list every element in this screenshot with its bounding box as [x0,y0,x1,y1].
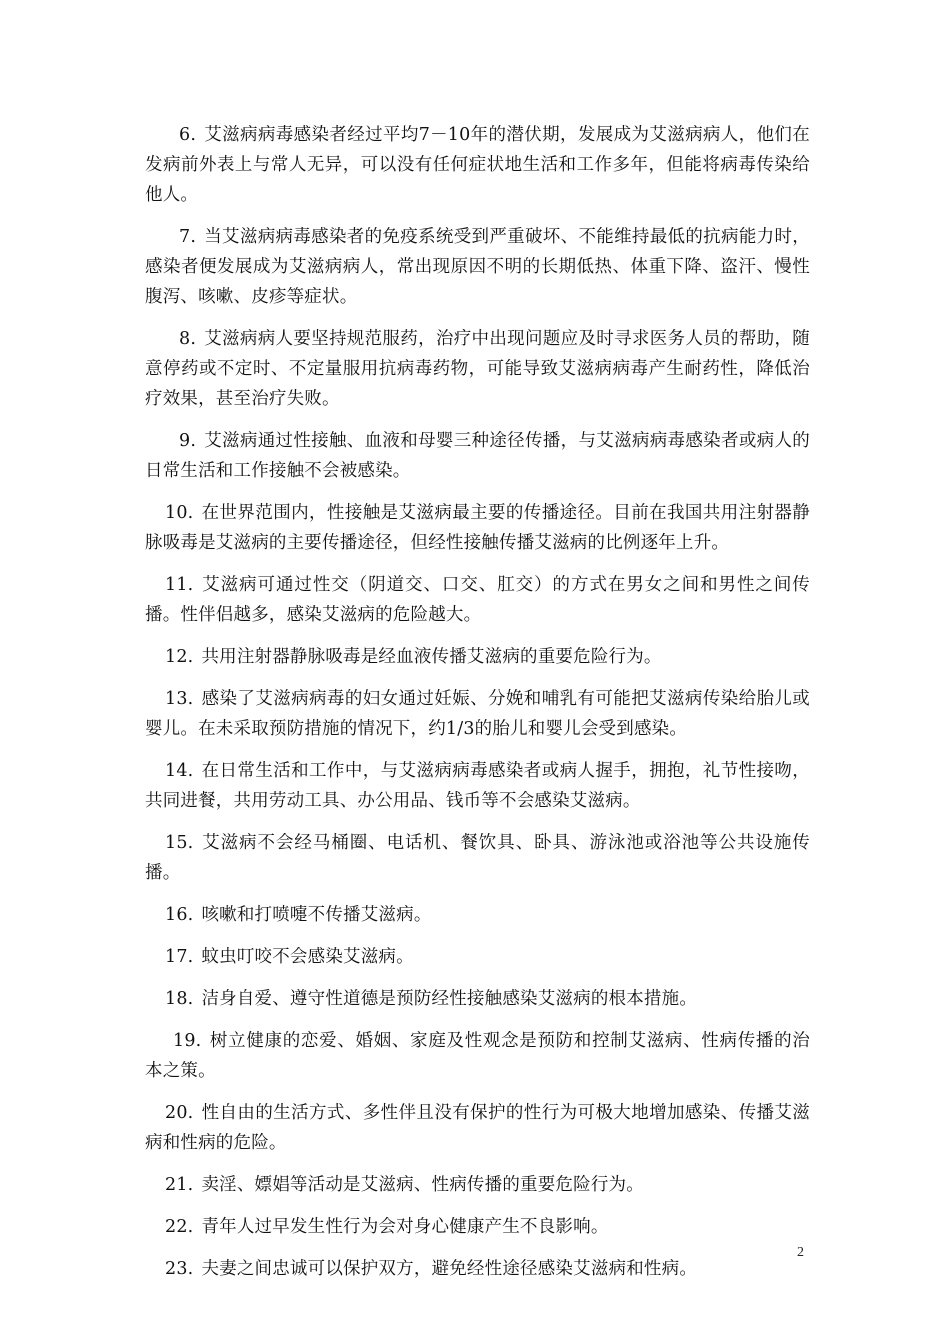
item-text: 树立健康的恋爱、婚姻、家庭及性观念是预防和控制艾滋病、性病传播的治本之策。 [145,1031,810,1081]
list-item [145,942,810,972]
list-item [145,426,810,486]
page-number: 2 [797,1245,804,1260]
item-text: 艾滋病通过性接触、血液和母婴三种途径传播，与艾滋病病毒感染者或病人的日常生活和工作接触不会被感染。 [145,431,810,481]
item-text: 性自由的生活方式、多性伴且没有保护的性行为可极大地增加感染、传播艾滋病和性病的危险。 [145,1103,810,1153]
list-item [145,1098,810,1158]
item-number: 20. [165,1103,194,1123]
item-number: 16. [165,905,194,925]
item-number: 9. [179,431,197,451]
item-text: 青年人过早发生性行为会对身心健康产生不良影响。 [201,1217,609,1237]
document-body [145,120,810,1296]
item-text: 当艾滋病病毒感染者的免疫系统受到严重破坏、不能维持最低的抗病能力时，感染者便发展成为艾滋病病人，常出现原因不明的长期低热、体重下降、盗汗、慢性腹泻、咳嗽、皮疹等症状。 [145,227,810,307]
list-item [145,1026,810,1086]
list-item [145,120,810,210]
item-text: 艾滋病可通过性交（阴道交、口交、肛交）的方式在男女之间和男性之间传播。性伴侣越多，感染艾滋病的危险越大。 [145,575,810,625]
list-item [145,324,810,414]
list-item [145,1212,810,1242]
item-number: 6. [179,125,197,145]
item-number: 12. [165,647,194,667]
list-item [145,684,810,744]
item-text: 卖淫、嫖娼等活动是艾滋病、性病传播的重要危险行为。 [201,1175,644,1195]
item-text: 共用注射器静脉吸毒是经血液传播艾滋病的重要危险行为。 [201,647,662,667]
item-number: 21. [165,1175,194,1195]
item-text: 咳嗽和打喷嚏不传播艾滋病。 [201,905,432,925]
item-number: 22. [165,1217,194,1237]
list-item [145,1170,810,1200]
item-text: 洁身自爱、遵守性道德是预防经性接触感染艾滋病的根本措施。 [201,989,698,1009]
item-text: 艾滋病病毒感染者经过平均7－10年的潜伏期，发展成为艾滋病病人，他们在发病前外表上与常人无异，可以没有任何症状地生活和工作多年，但能将病毒传染给他人。 [145,125,810,205]
item-text: 蚊虫叮咬不会感染艾滋病。 [201,947,414,967]
item-text: 艾滋病不会经马桶圈、电话机、餐饮具、卧具、游泳池或浴池等公共设施传播。 [145,833,810,883]
item-text: 在日常生活和工作中，与艾滋病病毒感染者或病人握手，拥抱，礼节性接吻，共同进餐，共用劳动工具、办公用品、钱币等不会感染艾滋病。 [145,761,810,811]
item-text: 在世界范围内，性接触是艾滋病最主要的传播途径。目前在我国共用注射器静脉吸毒是艾滋病的主要传播途径，但经性接触传播艾滋病的比例逐年上升。 [145,503,810,553]
item-number: 23. [165,1259,194,1279]
list-item [145,900,810,930]
item-number: 15. [165,833,194,853]
list-item [145,756,810,816]
item-number: 17. [165,947,194,967]
list-item [145,498,810,558]
item-number: 8. [179,329,197,349]
item-number: 19. [173,1031,202,1051]
item-number: 10. [165,503,194,523]
item-number: 13. [165,689,194,709]
list-item [145,222,810,312]
list-item [145,1254,810,1284]
list-item [145,570,810,630]
item-number: 14. [165,761,194,781]
item-text: 感染了艾滋病病毒的妇女通过妊娠、分娩和哺乳有可能把艾滋病传染给胎儿或婴儿。在未采取预防措施的情况下，约1/3的胎儿和婴儿会受到感染。 [145,689,810,739]
item-text: 夫妻之间忠诚可以保护双方，避免经性途径感染艾滋病和性病。 [201,1259,698,1279]
list-item [145,828,810,888]
item-number: 11. [165,575,194,595]
list-item [145,642,810,672]
item-number: 7. [179,227,197,247]
list-item [145,984,810,1014]
item-number: 18. [165,989,194,1009]
item-text: 艾滋病病人要坚持规范服药，治疗中出现问题应及时寻求医务人员的帮助，随意停药或不定时、不定量服用抗病毒药物，可能导致艾滋病病毒产生耐药性，降低治疗效果，甚至治疗失败。 [145,329,810,409]
